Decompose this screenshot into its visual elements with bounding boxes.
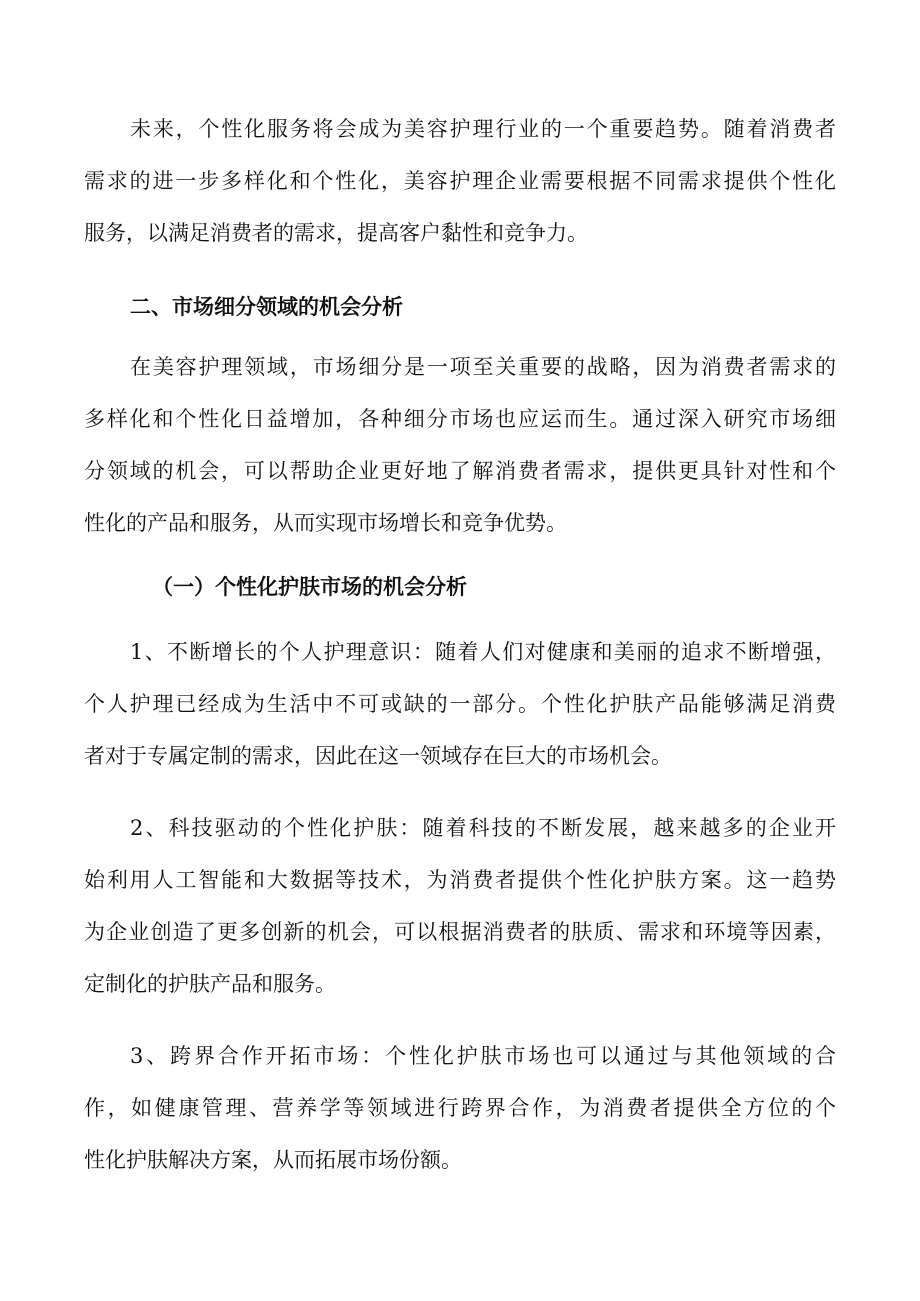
section-heading: 二、市场细分领域的机会分析 bbox=[130, 295, 403, 319]
item-1-line-3: 者对于专属定制的需求，因此在这一领域存在巨大的市场机会。 bbox=[84, 744, 672, 768]
item-2-line-3: 为企业创造了更多创新的机会，可以根据消费者的肤质、需求和环境等因素， bbox=[84, 920, 836, 944]
paragraph-2-line-2: 多样化和个性化日益增加，各种细分市场也应运而生。通过深入研究市场细 bbox=[84, 407, 836, 431]
paragraph-1-line-3: 服务，以满足消费者的需求，提高客户黏性和竞争力。 bbox=[84, 221, 588, 245]
item-3-line-1: 3、跨界合作开拓市场：个性化护肤市场也可以通过与其他领域的合 bbox=[130, 1044, 836, 1068]
item-2-line-4: 定制化的护肤产品和服务。 bbox=[84, 972, 336, 996]
item-3-line-2: 作，如健康管理、营养学等领域进行跨界合作，为消费者提供全方位的个 bbox=[84, 1096, 836, 1120]
paragraph-2-line-1: 在美容护理领域，市场细分是一项至关重要的战略，因为消费者需求的 bbox=[130, 355, 836, 379]
paragraph-1-line-2: 需求的进一步多样化和个性化，美容护理企业需要根据不同需求提供个性化 bbox=[84, 169, 836, 193]
item-1-line-1: 1、不断增长的个人护理意识：随着人们对健康和美丽的追求不断增强， bbox=[130, 640, 836, 664]
subsection-heading: （一）个性化护肤市场的机会分析 bbox=[152, 574, 467, 599]
paragraph-1-line-1: 未来，个性化服务将会成为美容护理行业的一个重要趋势。随着消费者 bbox=[130, 117, 836, 141]
item-2-line-2: 始利用人工智能和大数据等技术，为消费者提供个性化护肤方案。这一趋势 bbox=[84, 868, 836, 892]
item-3-line-3: 性化护肤解决方案，从而拓展市场份额。 bbox=[84, 1148, 462, 1172]
item-1-line-2: 个人护理已经成为生活中不可或缺的一部分。个性化护肤产品能够满足消费 bbox=[84, 692, 836, 716]
paragraph-2-line-3: 分领域的机会，可以帮助企业更好地了解消费者需求，提供更具针对性和个 bbox=[84, 459, 836, 483]
paragraph-2-line-4: 性化的产品和服务，从而实现市场增长和竞争优势。 bbox=[84, 511, 567, 535]
item-2-line-1: 2、科技驱动的个性化护肤：随着科技的不断发展，越来越多的企业开 bbox=[130, 816, 836, 840]
